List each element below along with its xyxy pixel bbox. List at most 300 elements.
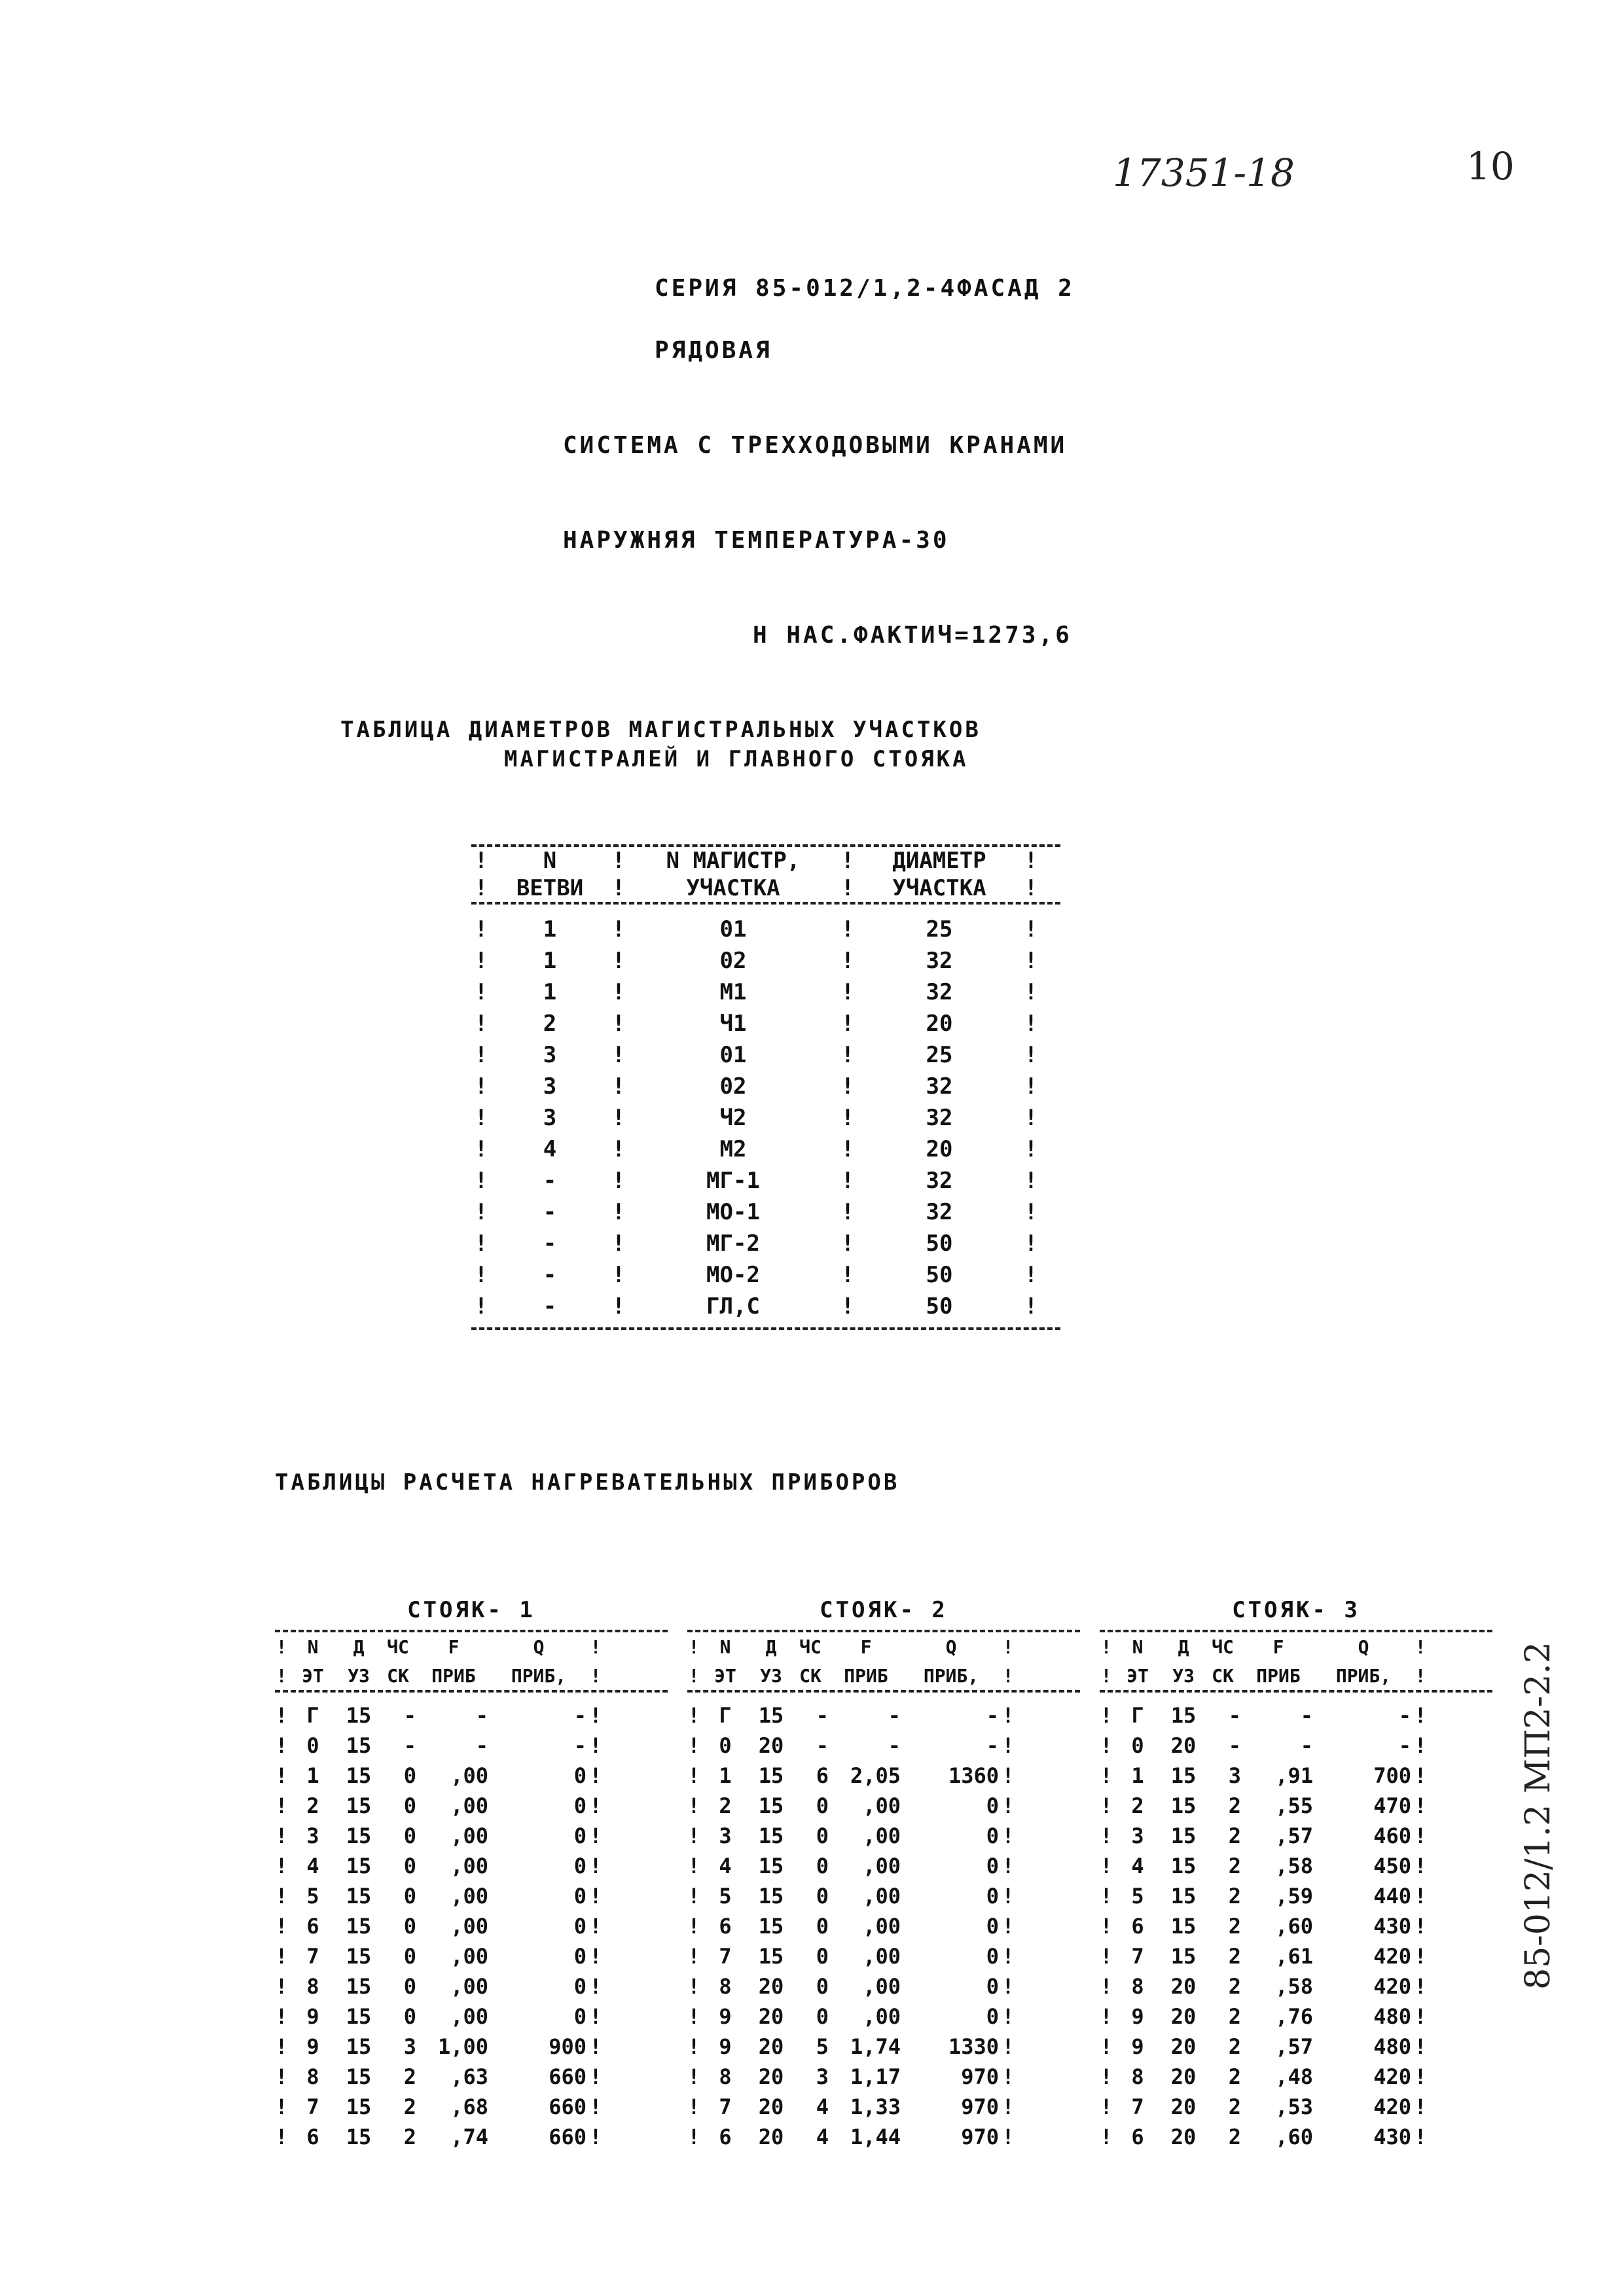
page-number: 10	[1466, 144, 1515, 188]
table-cell: 2	[403, 2094, 416, 2119]
table-cell: 50	[926, 1293, 953, 1319]
column-separator: !	[1001, 1733, 1015, 1758]
table-cell: 0	[816, 2004, 829, 2029]
column-separator: !	[687, 1703, 700, 1728]
table-cell: 0	[403, 1914, 416, 1939]
table-cell: ,00	[450, 1884, 488, 1909]
table-row	[471, 1196, 1060, 1228]
table-cell: -	[816, 1733, 829, 1758]
table-row	[687, 1791, 1080, 1821]
table-cell: 0	[403, 1854, 416, 1878]
table-cell: 420	[1373, 1974, 1411, 1999]
table-cell: 4	[816, 2125, 829, 2149]
table-cell: 420	[1373, 1944, 1411, 1969]
table-cell: 50	[926, 1230, 953, 1257]
column-separator: !	[474, 1042, 488, 1068]
table-cell: Г	[719, 1703, 732, 1728]
table-cell: 0	[986, 1914, 999, 1939]
column-separator: !	[589, 1763, 602, 1788]
column-separator: !	[1024, 1262, 1038, 1288]
column-separator: !	[611, 1230, 626, 1257]
column-separator: !	[1024, 948, 1038, 974]
table-cell: 2	[1228, 1793, 1241, 1818]
table-cell: ,61	[1275, 1944, 1313, 1969]
column-separator: !	[687, 1763, 700, 1788]
column-separator: !	[474, 1136, 488, 1162]
table-cell: 15	[1170, 1884, 1197, 1909]
table-cell: 9	[719, 2034, 732, 2059]
riser-title: СТОЯК- 2	[820, 1597, 948, 1623]
table-cell: 3	[543, 1042, 557, 1068]
header-row	[1100, 1661, 1492, 1690]
column-separator: !	[474, 1262, 488, 1288]
column-separator: !	[687, 2034, 700, 2059]
table-row	[471, 1228, 1060, 1259]
column-separator: !	[276, 1664, 287, 1687]
header-cell: ПРИБ,	[1335, 1664, 1392, 1687]
table-cell: 0	[986, 1854, 999, 1878]
table-cell: МГ-1	[706, 1168, 760, 1194]
column-separator: !	[1001, 1763, 1015, 1788]
table-cell: 3	[306, 1823, 319, 1848]
table-cell: 3	[543, 1073, 557, 1100]
table-cell: ,00	[450, 1854, 488, 1878]
table-cell: 4	[306, 1854, 319, 1878]
column-separator: !	[611, 948, 626, 974]
table-row	[471, 1259, 1060, 1291]
table-cell: 0	[573, 1823, 586, 1848]
table-cell: ,00	[863, 1854, 901, 1878]
header-cell: СК	[1212, 1664, 1234, 1687]
table-row	[471, 1039, 1060, 1071]
table-cell: 0	[573, 1944, 586, 1969]
table-cell: 7	[306, 2094, 319, 2119]
column-separator: !	[1414, 2094, 1427, 2119]
type-line: РЯДОВАЯ	[655, 337, 772, 364]
riser-table-3	[1100, 1597, 1492, 2152]
table-cell: -	[1228, 1733, 1241, 1758]
document-number: 17351-18	[1113, 151, 1295, 195]
table-cell: 470	[1373, 1793, 1411, 1818]
column-separator: !	[611, 1073, 626, 1100]
table-cell: МГ-2	[706, 1230, 760, 1257]
column-separator: !	[1414, 1974, 1427, 1999]
table-cell: ,00	[450, 1793, 488, 1818]
table-cell: ,60	[1275, 2125, 1313, 2149]
column-separator: !	[1414, 1944, 1427, 1969]
column-separator: !	[1100, 2004, 1113, 2029]
header-cell: УЗ	[348, 1664, 370, 1687]
column-separator: !	[1100, 2094, 1113, 2119]
table-cell: ,57	[1275, 2034, 1313, 2059]
column-separator: !	[840, 1230, 855, 1257]
column-separator: !	[611, 1011, 626, 1037]
table-cell: -	[1228, 1703, 1241, 1728]
table-cell: 0	[816, 1944, 829, 1969]
table-cell: -	[475, 1703, 488, 1728]
column-separator: !	[275, 2034, 288, 2059]
column-separator: !	[474, 1168, 488, 1194]
table-row	[1100, 2092, 1492, 2122]
table-cell: 5	[816, 2034, 829, 2059]
column-separator: !	[1024, 1136, 1038, 1162]
table-row	[1100, 1821, 1492, 1851]
table-cell: 15	[758, 1703, 784, 1728]
table-row	[687, 2032, 1080, 2062]
table-cell: ,00	[450, 1944, 488, 1969]
table-cell: 8	[719, 2064, 732, 2089]
table-cell: 6	[1131, 1914, 1144, 1939]
table-cell: 2	[1228, 1823, 1241, 1848]
column-separator: !	[1024, 1073, 1038, 1100]
table-cell: 15	[1170, 1944, 1197, 1969]
header-cell: ЭТ	[1127, 1664, 1149, 1687]
column-separator: !	[589, 1854, 602, 1878]
table-cell: 1	[543, 979, 557, 1005]
table-cell: 2	[1228, 1884, 1241, 1909]
header-cell: Д	[765, 1636, 777, 1658]
table-cell: 0	[403, 1763, 416, 1788]
table-cell: -	[403, 1733, 416, 1758]
table-row	[275, 1761, 668, 1791]
column-separator: !	[275, 1703, 288, 1728]
table-cell: -	[543, 1199, 557, 1225]
table-cell: ,48	[1275, 2064, 1313, 2089]
table-cell: -	[1398, 1733, 1411, 1758]
column-separator: !	[687, 2094, 700, 2119]
riser-title: СТОЯК- 1	[407, 1597, 535, 1623]
column-separator: !	[590, 1636, 602, 1658]
table-cell: ,00	[863, 2004, 901, 2029]
table-row	[687, 1851, 1080, 1881]
table-cell: -	[888, 1733, 901, 1758]
table-row	[1100, 1761, 1492, 1791]
header-cell: ЧС	[799, 1636, 821, 1658]
table-cell: 0	[986, 1823, 999, 1848]
table-row	[1100, 2001, 1492, 2032]
column-separator: !	[1024, 1293, 1038, 1319]
table-cell: 15	[1170, 1823, 1197, 1848]
table-cell: 3	[719, 1823, 732, 1848]
column-separator: !	[1100, 2034, 1113, 2059]
table-cell: 20	[1170, 2094, 1197, 2119]
header-cell: ПРИБ,	[511, 1664, 567, 1687]
column-separator: !	[1001, 1914, 1015, 1939]
table-cell: 15	[346, 1793, 372, 1818]
table-cell: 1,33	[850, 2094, 901, 2119]
outside-temperature-line: НАРУЖНЯЯ ТЕМПЕРАТУРА-30	[563, 527, 950, 554]
table-cell: 2	[1228, 2004, 1241, 2029]
table-cell: 8	[306, 1974, 319, 1999]
table-cell: ,00	[450, 1974, 488, 1999]
table-cell: 0	[573, 1974, 586, 1999]
column-separator: !	[1414, 2064, 1427, 2089]
table-row	[1100, 2032, 1492, 2062]
table-cell: 1	[543, 948, 557, 974]
column-separator: !	[1414, 1793, 1427, 1818]
column-separator: !	[687, 2125, 700, 2149]
column-separator: !	[611, 1042, 626, 1068]
table-row	[687, 2001, 1080, 2032]
column-separator: !	[474, 1073, 488, 1100]
column-separator: !	[611, 1262, 626, 1288]
table-cell: 15	[1170, 1854, 1197, 1878]
header-row	[275, 1632, 668, 1661]
table-cell: 15	[346, 1854, 372, 1878]
table-row	[275, 2001, 668, 2032]
header-cell: N МАГИСТР,	[666, 848, 801, 874]
column-separator: !	[840, 1262, 855, 1288]
column-separator: !	[1001, 2094, 1015, 2119]
table-row	[687, 1761, 1080, 1791]
table-cell: 0	[573, 1793, 586, 1818]
table-row	[275, 2032, 668, 2062]
column-separator: !	[840, 1073, 855, 1100]
table-cell: 0	[403, 1884, 416, 1909]
table-row	[471, 1165, 1060, 1196]
column-separator: !	[687, 2064, 700, 2089]
table-cell: 20	[1170, 2125, 1197, 2149]
table-cell: 7	[1131, 1944, 1144, 1969]
table-row	[275, 1851, 668, 1881]
table-cell: 20	[1170, 1733, 1197, 1758]
column-separator: !	[1415, 1636, 1426, 1658]
column-separator: !	[589, 2004, 602, 2029]
table-cell: МО-2	[706, 1262, 760, 1288]
table-cell: 430	[1373, 1914, 1411, 1939]
table-cell: 15	[758, 1944, 784, 1969]
table-cell: 32	[926, 1073, 953, 1100]
table-row	[687, 1821, 1080, 1851]
header-cell: N	[307, 1636, 319, 1658]
table-cell: Ч1	[719, 1011, 747, 1037]
table-cell: ,00	[863, 1884, 901, 1909]
header-cell: N	[719, 1636, 731, 1658]
header-cell: ПРИБ,	[923, 1664, 979, 1687]
table-cell: 32	[926, 1168, 953, 1194]
table-rule	[471, 902, 1060, 905]
table-cell: 700	[1373, 1763, 1411, 1788]
column-separator: !	[275, 1884, 288, 1909]
column-separator: !	[1414, 2125, 1427, 2149]
table-cell: 1	[1131, 1763, 1144, 1788]
table-cell: 0	[573, 1914, 586, 1939]
table-row	[471, 945, 1060, 977]
column-separator: !	[611, 1105, 626, 1131]
table-cell: 25	[926, 916, 953, 942]
table-cell: МО-1	[706, 1199, 760, 1225]
table-cell: 420	[1373, 2094, 1411, 2119]
diameter-table-title-1: ТАБЛИЦА ДИАМЕТРОВ МАГИСТРАЛЬНЫХ УЧАСТКОВ	[340, 717, 981, 743]
table-cell: 20	[758, 2034, 784, 2059]
header-cell: ДИАМЕТР	[892, 848, 986, 874]
table-cell: 20	[758, 2064, 784, 2089]
header-row	[687, 1661, 1080, 1690]
table-cell: М2	[719, 1136, 747, 1162]
table-cell: 1,00	[437, 2034, 488, 2059]
column-separator: !	[1001, 2064, 1015, 2089]
table-cell: 2	[1228, 1974, 1241, 1999]
header-row	[687, 1632, 1080, 1661]
table-row	[687, 1881, 1080, 1911]
table-cell: 15	[758, 1823, 784, 1848]
table-cell: 5	[1131, 1884, 1144, 1909]
column-separator: !	[1100, 1914, 1113, 1939]
table-cell: 3	[1228, 1763, 1241, 1788]
riser-table-header	[275, 1632, 668, 1690]
table-cell: 32	[926, 948, 953, 974]
table-cell: ,00	[863, 1823, 901, 1848]
table-cell: 1360	[948, 1763, 999, 1788]
table-cell: -	[1398, 1703, 1411, 1728]
column-separator: !	[275, 2064, 288, 2089]
table-cell: Г	[1131, 1703, 1144, 1728]
table-cell: 0	[306, 1733, 319, 1758]
table-cell: -	[986, 1703, 999, 1728]
table-row	[687, 1911, 1080, 1941]
table-cell: 4	[719, 1854, 732, 1878]
table-cell: 420	[1373, 2064, 1411, 2089]
column-separator: !	[1024, 1230, 1038, 1257]
table-cell: ,00	[450, 1823, 488, 1848]
table-cell: 20	[1170, 2064, 1197, 2089]
column-separator: !	[589, 2094, 602, 2119]
table-row	[1100, 2122, 1492, 2152]
column-separator: !	[1100, 1854, 1113, 1878]
riser-title: СТОЯК- 3	[1232, 1597, 1360, 1623]
table-row	[275, 2122, 668, 2152]
column-separator: !	[1024, 1199, 1038, 1225]
table-row	[687, 2092, 1080, 2122]
table-cell: ,57	[1275, 1823, 1313, 1848]
column-separator: !	[474, 948, 488, 974]
table-row	[275, 1700, 668, 1731]
table-row	[1100, 1791, 1492, 1821]
table-cell: 32	[926, 979, 953, 1005]
table-cell: 2	[1131, 1793, 1144, 1818]
table-row	[275, 1971, 668, 2001]
table-cell: 970	[961, 2064, 999, 2089]
table-cell: 2	[306, 1793, 319, 1818]
table-cell: 0	[986, 1974, 999, 1999]
table-cell: 20	[758, 2125, 784, 2149]
table-row	[687, 1700, 1080, 1731]
table-cell: 2	[1228, 2064, 1241, 2089]
table-cell: 15	[758, 1793, 784, 1818]
table-cell: ,68	[450, 2094, 488, 2119]
column-separator: !	[611, 916, 626, 942]
table-cell: 2	[719, 1793, 732, 1818]
column-separator: !	[1100, 1974, 1113, 1999]
table-cell: 20	[926, 1011, 953, 1037]
side-stamp	[1506, 1623, 1558, 1990]
column-separator: !	[1001, 1974, 1015, 1999]
table-row	[1100, 2062, 1492, 2092]
header-cell: УЧАСТКА	[686, 875, 780, 901]
table-cell: 6	[1131, 2125, 1144, 2149]
table-cell: 5	[719, 1884, 732, 1909]
table-cell: 460	[1373, 1823, 1411, 1848]
table-cell: 2	[1228, 2034, 1241, 2059]
table-cell: 5	[306, 1884, 319, 1909]
table-row	[471, 1071, 1060, 1102]
table-cell: 970	[961, 2125, 999, 2149]
table-cell: ,00	[863, 1974, 901, 1999]
table-cell: 2	[403, 2125, 416, 2149]
column-separator: !	[1414, 2004, 1427, 2029]
table-cell: 01	[719, 1042, 747, 1068]
column-separator: !	[1001, 1793, 1015, 1818]
column-separator: !	[275, 2125, 288, 2149]
column-separator: !	[611, 979, 626, 1005]
table-cell: 0	[986, 1944, 999, 1969]
table-cell: 2,05	[850, 1763, 901, 1788]
table-cell: 15	[758, 1884, 784, 1909]
table-cell: 430	[1373, 2125, 1411, 2149]
column-separator: !	[275, 1793, 288, 1818]
column-separator: !	[275, 1733, 288, 1758]
column-separator: !	[1100, 2064, 1113, 2089]
header-cell: УЗ	[1172, 1664, 1195, 1687]
table-row	[1100, 1851, 1492, 1881]
table-row	[1100, 1911, 1492, 1941]
table-cell: ГЛ,С	[706, 1293, 760, 1319]
table-cell: 2	[1228, 2094, 1241, 2119]
table-row	[687, 1941, 1080, 1971]
column-separator: !	[1024, 979, 1038, 1005]
table-cell: 6	[719, 2125, 732, 2149]
table-cell: 20	[758, 1733, 784, 1758]
table-cell: 20	[1170, 1974, 1197, 1999]
column-separator: !	[474, 1105, 488, 1131]
column-separator: !	[1100, 1733, 1113, 1758]
column-separator: !	[687, 1733, 700, 1758]
table-cell: 3	[1131, 1823, 1144, 1848]
column-separator: !	[840, 1199, 855, 1225]
table-cell: 15	[758, 1914, 784, 1939]
column-separator: !	[275, 1914, 288, 1939]
table-cell: 480	[1373, 2034, 1411, 2059]
table-cell: 0	[986, 1884, 999, 1909]
column-separator: !	[840, 1042, 855, 1068]
column-separator: !	[687, 1854, 700, 1878]
side-stamp-text: 85-012/1.2 МП2-2.2	[1519, 1641, 1558, 1990]
table-cell: -	[543, 1293, 557, 1319]
header-cell: ЧС	[1212, 1636, 1234, 1658]
table-row	[471, 1134, 1060, 1165]
table-cell: ,76	[1275, 2004, 1313, 2029]
column-separator: !	[589, 1703, 602, 1728]
column-separator: !	[611, 1293, 626, 1319]
table-cell: 15	[346, 2125, 372, 2149]
table-cell: -	[816, 1703, 829, 1728]
header-row	[275, 1661, 668, 1690]
table-cell: -	[543, 1262, 557, 1288]
column-separator: !	[840, 948, 855, 974]
table-cell: 15	[346, 1703, 372, 1728]
table-cell: 15	[346, 1884, 372, 1909]
table-cell: М1	[719, 979, 747, 1005]
table-cell: -	[573, 1703, 586, 1728]
riser-table-header	[1100, 1632, 1492, 1690]
column-separator: !	[840, 1168, 855, 1194]
table-cell: ,60	[1275, 1914, 1313, 1939]
table-cell: 8	[1131, 1974, 1144, 1999]
column-separator: !	[589, 1974, 602, 1999]
table-row	[471, 1102, 1060, 1134]
column-separator: !	[687, 1914, 700, 1939]
column-separator: !	[474, 979, 488, 1005]
